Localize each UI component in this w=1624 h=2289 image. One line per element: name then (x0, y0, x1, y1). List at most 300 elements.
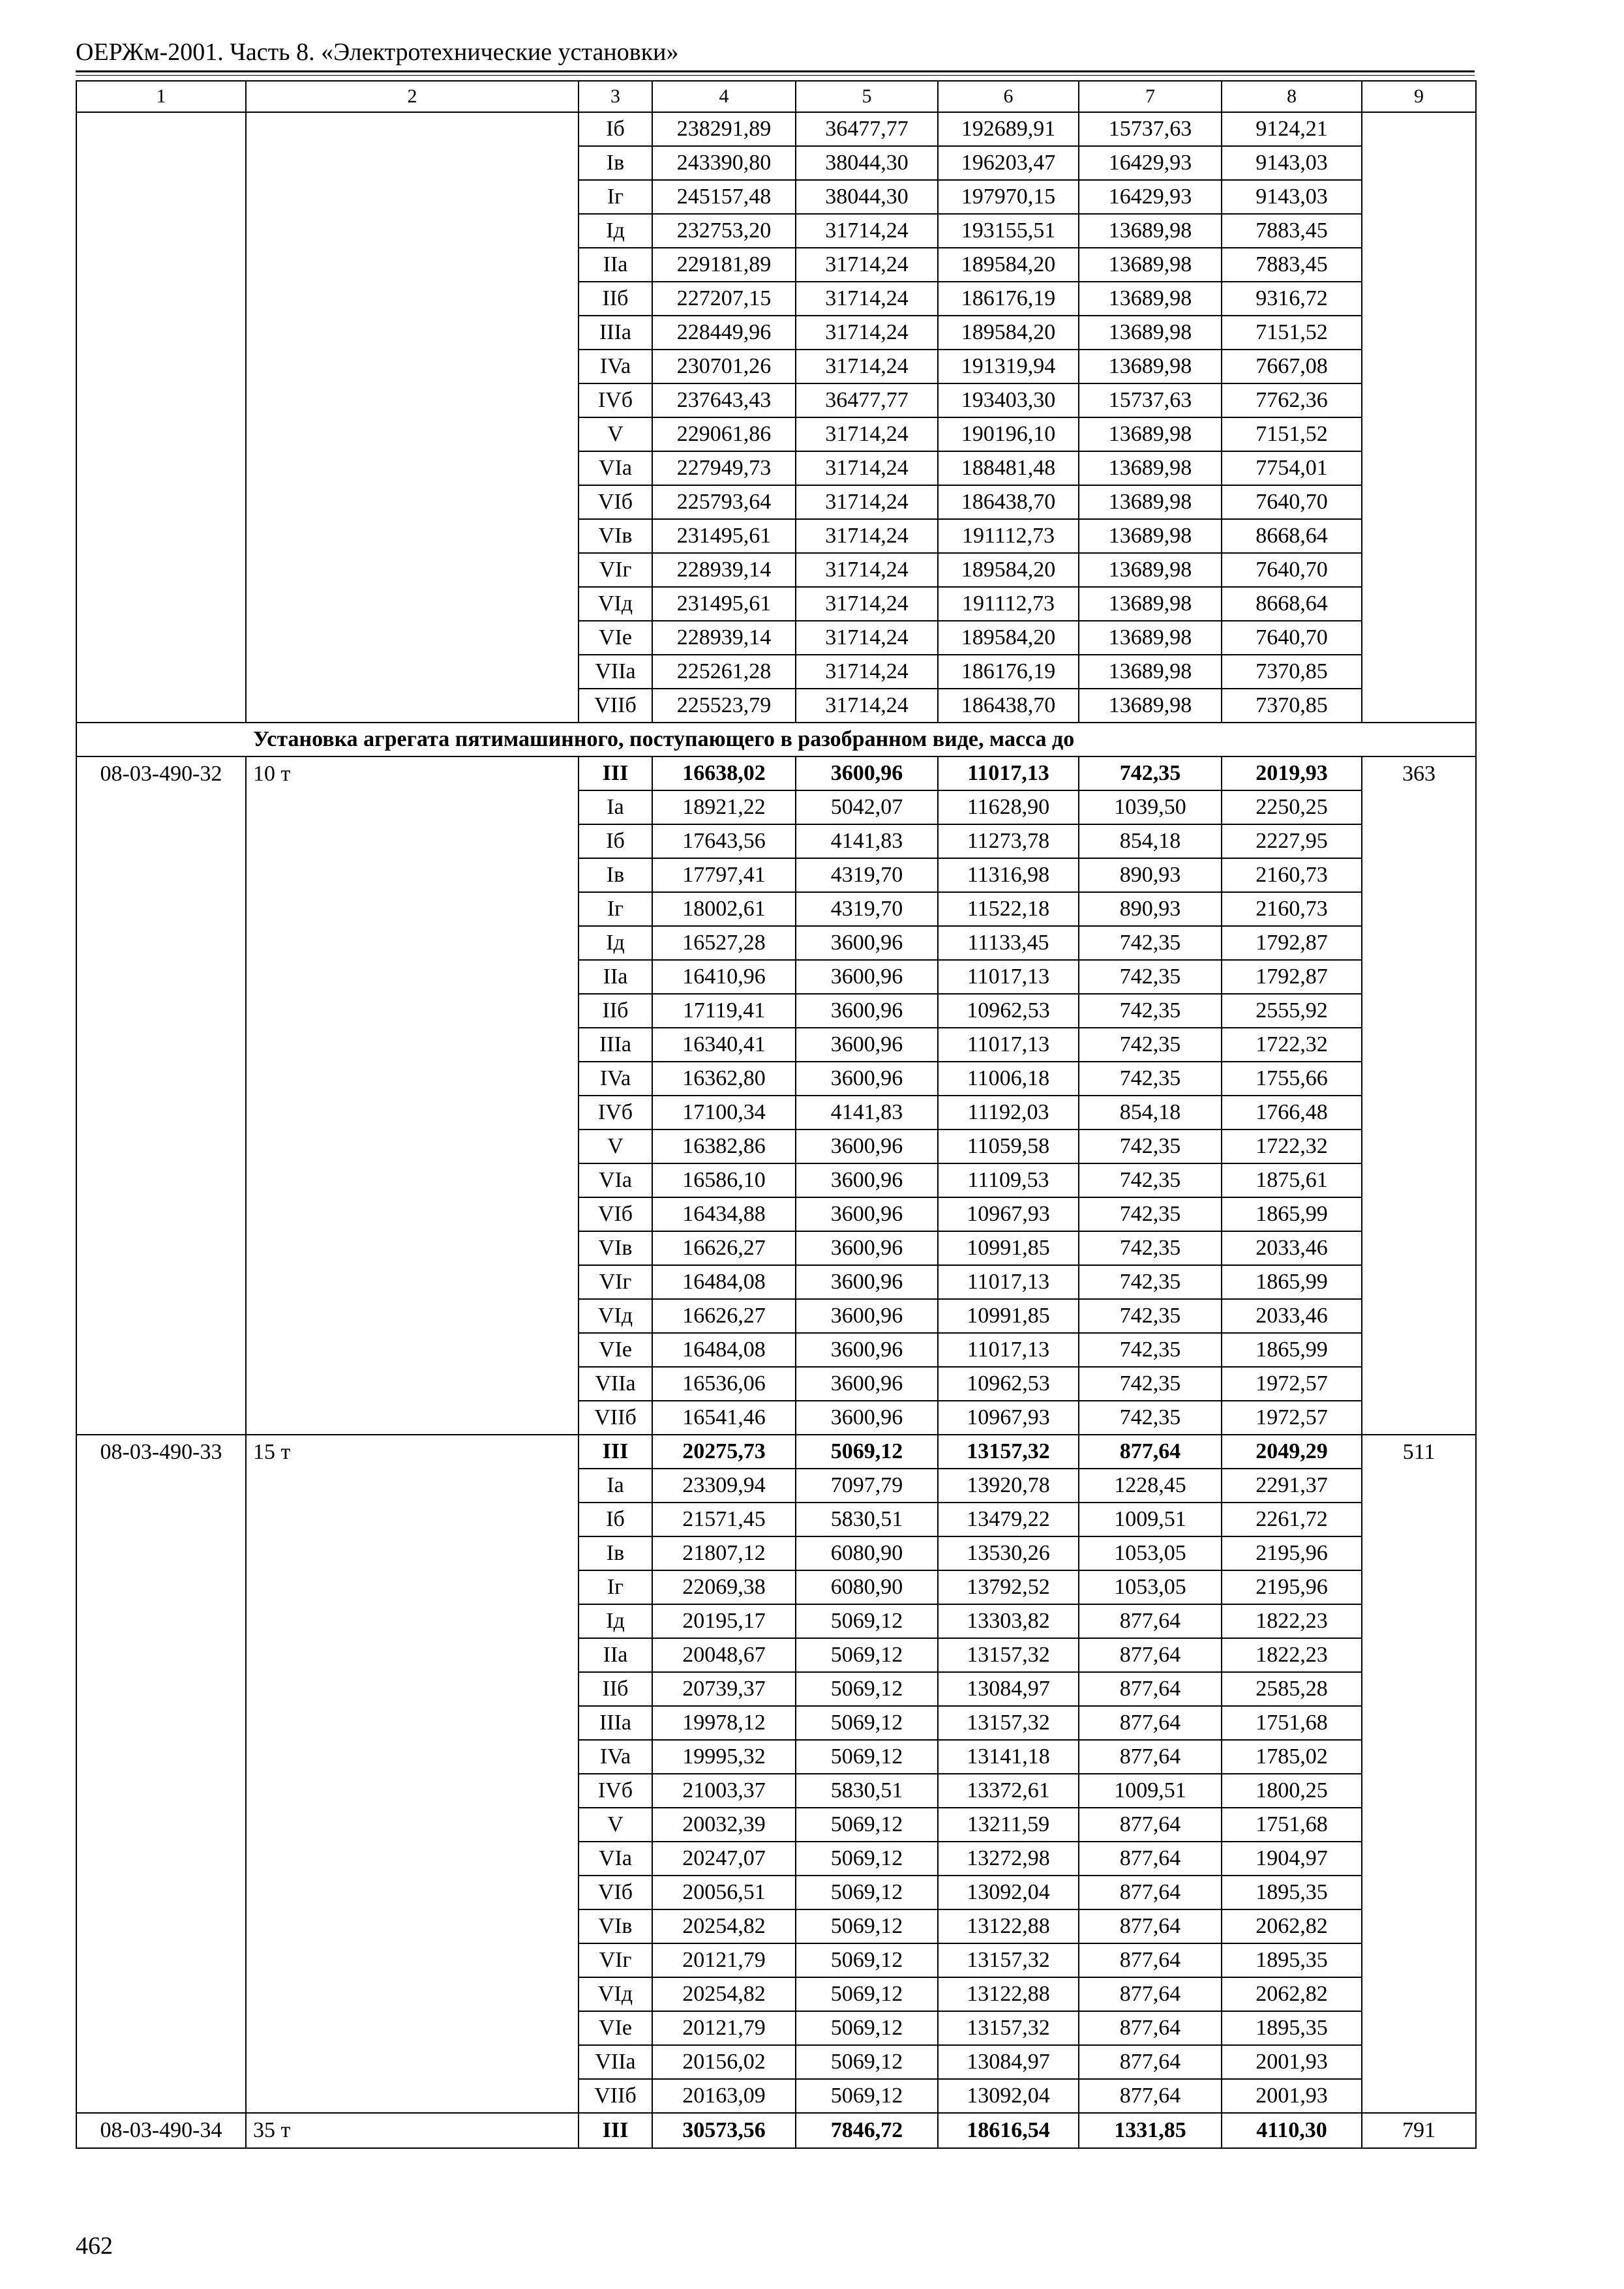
zone-cell: V (579, 417, 652, 451)
value-cell: 5069,12 (796, 2011, 938, 2045)
zone-cell: VIe (579, 1333, 652, 1367)
column-number: 2 (246, 81, 579, 112)
value-cell: 13689,98 (1079, 316, 1222, 350)
value-cell: 5069,12 (796, 1977, 938, 2011)
value-cell: 11522,18 (938, 892, 1079, 926)
value-cell: 21807,12 (652, 1536, 796, 1570)
value-cell: 189584,20 (938, 621, 1079, 655)
value-cell: 1722,32 (1222, 1028, 1362, 1062)
value-cell: 5830,51 (796, 1503, 938, 1536)
value-cell: 189584,20 (938, 553, 1079, 587)
value-cell: 13689,98 (1079, 248, 1222, 282)
value-cell: 227207,15 (652, 282, 796, 316)
value-cell: 21571,45 (652, 1503, 796, 1536)
value-cell: 3600,96 (796, 1062, 938, 1096)
value-cell: 877,64 (1079, 1909, 1222, 1943)
value-cell: 2585,28 (1222, 1672, 1362, 1706)
value-cell: 5069,12 (796, 1638, 938, 1672)
zone-cell: IVa (579, 1062, 652, 1096)
value-cell: 31714,24 (796, 451, 938, 485)
value-cell: 5069,12 (796, 1740, 938, 1774)
value-cell: 1331,85 (1079, 2113, 1222, 2148)
value-cell: 1895,35 (1222, 1876, 1362, 1909)
zone-cell: Iг (579, 892, 652, 926)
value-cell: 7640,70 (1222, 553, 1362, 587)
value-cell: 13689,98 (1079, 689, 1222, 723)
code-cell (76, 112, 246, 723)
value-cell: 3600,96 (796, 1130, 938, 1163)
value-cell: 742,35 (1079, 1062, 1222, 1096)
zone-cell: IIб (579, 1672, 652, 1706)
page-header: ОЕРЖм-2001. Часть 8. «Электротехнические установки» (76, 38, 679, 66)
value-cell: 5069,12 (796, 1706, 938, 1740)
value-cell: 1722,32 (1222, 1130, 1362, 1163)
zone-cell: VIIб (579, 689, 652, 723)
value-cell: 20254,82 (652, 1977, 796, 2011)
value-cell: 16340,41 (652, 1028, 796, 1062)
value-cell: 189584,20 (938, 316, 1079, 350)
value-cell: 1904,97 (1222, 1842, 1362, 1876)
zone-cell: VIб (579, 1876, 652, 1909)
column-number: 1 (76, 81, 246, 112)
value-cell: 9316,72 (1222, 282, 1362, 316)
value-cell: 227949,73 (652, 451, 796, 485)
value-cell: 10967,93 (938, 1197, 1079, 1231)
value-cell: 225793,64 (652, 485, 796, 519)
value-cell: 11109,53 (938, 1163, 1079, 1197)
value-cell: 31714,24 (796, 553, 938, 587)
zone-cell: Iб (579, 824, 652, 858)
value-cell: 228939,14 (652, 621, 796, 655)
mass-cell: 35 т (246, 2113, 579, 2148)
value-cell: 228939,14 (652, 553, 796, 587)
value-cell: 7151,52 (1222, 417, 1362, 451)
table-row (76, 1435, 1476, 1469)
value-cell: 7667,08 (1222, 350, 1362, 383)
value-cell: 13689,98 (1079, 282, 1222, 316)
zone-cell: IVб (579, 1096, 652, 1130)
value-cell: 20121,79 (652, 2011, 796, 2045)
value-cell: 196203,47 (938, 146, 1079, 180)
column-number: 7 (1079, 81, 1222, 112)
value-cell: 231495,61 (652, 519, 796, 553)
value-cell: 10991,85 (938, 1231, 1079, 1265)
zone-cell: IVa (579, 350, 652, 383)
value-cell: 13157,32 (938, 1943, 1079, 1977)
value-cell: 1792,87 (1222, 926, 1362, 960)
value-cell: 2160,73 (1222, 858, 1362, 892)
table-row (76, 2113, 1476, 2148)
value-cell: 2261,72 (1222, 1503, 1362, 1536)
zone-cell: Iд (579, 1604, 652, 1638)
value-cell: 1800,25 (1222, 1774, 1362, 1808)
value-cell: 2033,46 (1222, 1231, 1362, 1265)
value-cell: 13141,18 (938, 1740, 1079, 1774)
value-cell: 31714,24 (796, 316, 938, 350)
value-cell: 20739,37 (652, 1672, 796, 1706)
value-cell: 3600,96 (796, 960, 938, 994)
value-cell: 20163,09 (652, 2079, 796, 2113)
column-number: 6 (938, 81, 1079, 112)
value-cell: 3600,96 (796, 926, 938, 960)
value-cell: 9143,03 (1222, 146, 1362, 180)
value-cell: 6080,90 (796, 1536, 938, 1570)
value-cell: 2001,93 (1222, 2045, 1362, 2079)
workers-cell: 363 (1362, 756, 1476, 1435)
header-rule-thick (76, 70, 1475, 72)
value-cell: 3600,96 (796, 1401, 938, 1435)
zone-cell: IIIa (579, 1706, 652, 1740)
value-cell: 31714,24 (796, 417, 938, 451)
value-cell: 186176,19 (938, 282, 1079, 316)
workers-cell (1362, 112, 1476, 723)
value-cell: 18616,54 (938, 2113, 1079, 2148)
value-cell: 5830,51 (796, 1774, 938, 1808)
zone-cell: IIIa (579, 1028, 652, 1062)
table-row (76, 756, 1476, 790)
value-cell: 1785,02 (1222, 1740, 1362, 1774)
value-cell: 7883,45 (1222, 248, 1362, 282)
value-cell: 13479,22 (938, 1503, 1079, 1536)
zone-cell: VIa (579, 1163, 652, 1197)
value-cell: 742,35 (1079, 926, 1222, 960)
value-cell: 11017,13 (938, 1265, 1079, 1299)
value-cell: 16626,27 (652, 1299, 796, 1333)
value-cell: 2227,95 (1222, 824, 1362, 858)
value-cell: 31714,24 (796, 248, 938, 282)
value-cell: 877,64 (1079, 1842, 1222, 1876)
value-cell: 742,35 (1079, 1163, 1222, 1197)
value-cell: 11059,58 (938, 1130, 1079, 1163)
value-cell: 190196,10 (938, 417, 1079, 451)
zone-cell: VIг (579, 1265, 652, 1299)
value-cell: 1895,35 (1222, 1943, 1362, 1977)
value-cell: 16362,80 (652, 1062, 796, 1096)
value-cell: 237643,43 (652, 383, 796, 417)
value-cell: 1039,50 (1079, 790, 1222, 824)
value-cell: 19995,32 (652, 1740, 796, 1774)
value-cell: 2033,46 (1222, 1299, 1362, 1333)
value-cell: 9143,03 (1222, 180, 1362, 214)
value-cell: 7846,72 (796, 2113, 938, 2148)
value-cell: 3600,96 (796, 1163, 938, 1197)
value-cell: 13157,32 (938, 1638, 1079, 1672)
column-number: 5 (796, 81, 938, 112)
zone-cell: IVб (579, 383, 652, 417)
zone-cell: VIe (579, 621, 652, 655)
value-cell: 191319,94 (938, 350, 1079, 383)
zone-cell: VIб (579, 1197, 652, 1231)
value-cell: 1228,45 (1079, 1469, 1222, 1503)
code-cell: 08-03-490-34 (76, 2113, 246, 2148)
zone-cell: VIIa (579, 1367, 652, 1401)
value-cell: 13211,59 (938, 1808, 1079, 1842)
value-cell: 1009,51 (1079, 1774, 1222, 1808)
value-cell: 31714,24 (796, 587, 938, 621)
value-cell: 877,64 (1079, 2011, 1222, 2045)
value-cell: 243390,80 (652, 146, 796, 180)
value-cell: 1009,51 (1079, 1503, 1222, 1536)
value-cell: 11006,18 (938, 1062, 1079, 1096)
value-cell: 16626,27 (652, 1231, 796, 1265)
value-cell: 2062,82 (1222, 1977, 1362, 2011)
value-cell: 890,93 (1079, 858, 1222, 892)
value-cell: 15737,63 (1079, 383, 1222, 417)
zone-cell: VIa (579, 1842, 652, 1876)
value-cell: 6080,90 (796, 1570, 938, 1604)
value-cell: 742,35 (1079, 1028, 1222, 1062)
code-cell: 08-03-490-33 (76, 1435, 246, 2113)
zone-cell: Iг (579, 180, 652, 214)
value-cell: 4319,70 (796, 858, 938, 892)
value-cell: 7370,85 (1222, 689, 1362, 723)
value-cell: 854,18 (1079, 824, 1222, 858)
header-rule-thin (76, 75, 1475, 76)
value-cell: 3600,96 (796, 1028, 938, 1062)
value-cell: 877,64 (1079, 1706, 1222, 1740)
value-cell: 225523,79 (652, 689, 796, 723)
value-cell: 7370,85 (1222, 655, 1362, 689)
value-cell: 186438,70 (938, 689, 1079, 723)
value-cell: 877,64 (1079, 1943, 1222, 1977)
value-cell: 17119,41 (652, 994, 796, 1028)
rates-table (76, 80, 1477, 2149)
value-cell: 2049,29 (1222, 1435, 1362, 1469)
value-cell: 5069,12 (796, 1672, 938, 1706)
value-cell: 10991,85 (938, 1299, 1079, 1333)
value-cell: 4110,30 (1222, 2113, 1362, 2148)
value-cell: 20156,02 (652, 2045, 796, 2079)
value-cell: 877,64 (1079, 2045, 1222, 2079)
zone-cell: VIв (579, 1909, 652, 1943)
value-cell: 2195,96 (1222, 1536, 1362, 1570)
value-cell: 231495,61 (652, 587, 796, 621)
column-number-row (76, 81, 1476, 112)
value-cell: 228449,96 (652, 316, 796, 350)
value-cell: 877,64 (1079, 1977, 1222, 2011)
value-cell: 13530,26 (938, 1536, 1079, 1570)
value-cell: 16410,96 (652, 960, 796, 994)
value-cell: 2555,92 (1222, 994, 1362, 1028)
value-cell: 1755,66 (1222, 1062, 1362, 1096)
zone-cell: III (579, 2113, 652, 2148)
value-cell: 3600,96 (796, 1197, 938, 1231)
value-cell: 5069,12 (796, 2079, 938, 2113)
value-cell: 877,64 (1079, 2079, 1222, 2113)
value-cell: 16434,88 (652, 1197, 796, 1231)
zone-cell: VIIa (579, 2045, 652, 2079)
value-cell: 38044,30 (796, 180, 938, 214)
zone-cell: IIa (579, 1638, 652, 1672)
value-cell: 1751,68 (1222, 1808, 1362, 1842)
zone-cell: VIд (579, 1977, 652, 2011)
value-cell: 1875,61 (1222, 1163, 1362, 1197)
value-cell: 11017,13 (938, 1028, 1079, 1062)
value-cell: 186438,70 (938, 485, 1079, 519)
value-cell: 1895,35 (1222, 2011, 1362, 2045)
value-cell: 742,35 (1079, 756, 1222, 790)
value-cell: 245157,48 (652, 180, 796, 214)
value-cell: 16484,08 (652, 1265, 796, 1299)
value-cell: 742,35 (1079, 994, 1222, 1028)
value-cell: 7754,01 (1222, 451, 1362, 485)
value-cell: 23309,94 (652, 1469, 796, 1503)
value-cell: 4319,70 (796, 892, 938, 926)
value-cell: 13689,98 (1079, 485, 1222, 519)
value-cell: 8668,64 (1222, 587, 1362, 621)
value-cell: 11017,13 (938, 1333, 1079, 1367)
value-cell: 18921,22 (652, 790, 796, 824)
value-cell: 229181,89 (652, 248, 796, 282)
value-cell: 11192,03 (938, 1096, 1079, 1130)
page-number: 462 (76, 2232, 113, 2260)
zone-cell: V (579, 1130, 652, 1163)
zone-cell: VIa (579, 451, 652, 485)
value-cell: 13689,98 (1079, 417, 1222, 451)
zone-cell: VIг (579, 553, 652, 587)
value-cell: 20195,17 (652, 1604, 796, 1638)
value-cell: 191112,73 (938, 519, 1079, 553)
value-cell: 20121,79 (652, 1943, 796, 1977)
value-cell: 16541,46 (652, 1401, 796, 1435)
value-cell: 10967,93 (938, 1401, 1079, 1435)
value-cell: 191112,73 (938, 587, 1079, 621)
section-title-row (76, 723, 1476, 756)
value-cell: 15737,63 (1079, 112, 1222, 146)
value-cell: 2250,25 (1222, 790, 1362, 824)
value-cell: 31714,24 (796, 655, 938, 689)
zone-cell: V (579, 1808, 652, 1842)
value-cell: 5069,12 (796, 1604, 938, 1638)
zone-cell: III (579, 756, 652, 790)
zone-cell: VIг (579, 1943, 652, 1977)
value-cell: 13122,88 (938, 1977, 1079, 2011)
value-cell: 1865,99 (1222, 1197, 1362, 1231)
value-cell: 193155,51 (938, 214, 1079, 248)
value-cell: 17797,41 (652, 858, 796, 892)
zone-cell: Iб (579, 1503, 652, 1536)
value-cell: 230701,26 (652, 350, 796, 383)
value-cell: 1972,57 (1222, 1367, 1362, 1401)
value-cell: 5042,07 (796, 790, 938, 824)
value-cell: 4141,83 (796, 1096, 938, 1130)
value-cell: 3600,96 (796, 1231, 938, 1265)
value-cell: 742,35 (1079, 1265, 1222, 1299)
value-cell: 2001,93 (1222, 2079, 1362, 2113)
value-cell: 10962,53 (938, 1367, 1079, 1401)
value-cell: 2291,37 (1222, 1469, 1362, 1503)
value-cell: 31714,24 (796, 689, 938, 723)
value-cell: 13372,61 (938, 1774, 1079, 1808)
zone-cell: VIIб (579, 1401, 652, 1435)
value-cell: 31714,24 (796, 485, 938, 519)
value-cell: 7151,52 (1222, 316, 1362, 350)
value-cell: 13689,98 (1079, 451, 1222, 485)
value-cell: 31714,24 (796, 282, 938, 316)
value-cell: 229061,86 (652, 417, 796, 451)
value-cell: 877,64 (1079, 1740, 1222, 1774)
zone-cell: IVб (579, 1774, 652, 1808)
zone-cell: Iв (579, 146, 652, 180)
value-cell: 1865,99 (1222, 1333, 1362, 1367)
zone-cell: VIв (579, 519, 652, 553)
value-cell: 1766,48 (1222, 1096, 1362, 1130)
value-cell: 742,35 (1079, 1231, 1222, 1265)
value-cell: 2019,93 (1222, 756, 1362, 790)
value-cell: 7097,79 (796, 1469, 938, 1503)
value-cell: 17643,56 (652, 824, 796, 858)
zone-cell: III (579, 1435, 652, 1469)
column-number: 4 (652, 81, 796, 112)
column-number: 3 (579, 81, 652, 112)
value-cell: 13084,97 (938, 2045, 1079, 2079)
zone-cell: IIб (579, 282, 652, 316)
column-number: 9 (1362, 81, 1476, 112)
value-cell: 877,64 (1079, 1604, 1222, 1638)
value-cell: 16484,08 (652, 1333, 796, 1367)
value-cell: 31714,24 (796, 350, 938, 383)
value-cell: 38044,30 (796, 146, 938, 180)
value-cell: 189584,20 (938, 248, 1079, 282)
value-cell: 16536,06 (652, 1367, 796, 1401)
value-cell: 5069,12 (796, 2045, 938, 2079)
value-cell: 11133,45 (938, 926, 1079, 960)
value-cell: 13689,98 (1079, 587, 1222, 621)
value-cell: 7883,45 (1222, 214, 1362, 248)
value-cell: 13303,82 (938, 1604, 1079, 1638)
value-cell: 13920,78 (938, 1469, 1079, 1503)
zone-cell: Ia (579, 1469, 652, 1503)
value-cell: 3600,96 (796, 1265, 938, 1299)
zone-cell: Iг (579, 1570, 652, 1604)
value-cell: 5069,12 (796, 1876, 938, 1909)
value-cell: 13092,04 (938, 1876, 1079, 1909)
zone-cell: VIe (579, 2011, 652, 2045)
value-cell: 854,18 (1079, 1096, 1222, 1130)
value-cell: 16382,86 (652, 1130, 796, 1163)
value-cell: 9124,21 (1222, 112, 1362, 146)
code-cell: 08-03-490-32 (76, 756, 246, 1435)
value-cell: 11628,90 (938, 790, 1079, 824)
value-cell: 3600,96 (796, 1367, 938, 1401)
value-cell: 19978,12 (652, 1706, 796, 1740)
value-cell: 13272,98 (938, 1842, 1079, 1876)
value-cell: 2160,73 (1222, 892, 1362, 926)
value-cell: 742,35 (1079, 1333, 1222, 1367)
value-cell: 30573,56 (652, 2113, 796, 2148)
value-cell: 13689,98 (1079, 655, 1222, 689)
value-cell: 3600,96 (796, 1299, 938, 1333)
value-cell: 16429,93 (1079, 180, 1222, 214)
value-cell: 13157,32 (938, 2011, 1079, 2045)
value-cell: 8668,64 (1222, 519, 1362, 553)
value-cell: 3600,96 (796, 994, 938, 1028)
value-cell: 2062,82 (1222, 1909, 1362, 1943)
zone-cell: VIIa (579, 655, 652, 689)
value-cell: 5069,12 (796, 1909, 938, 1943)
value-cell: 877,64 (1079, 1876, 1222, 1909)
value-cell: 13689,98 (1079, 519, 1222, 553)
value-cell: 1053,05 (1079, 1570, 1222, 1604)
zone-cell: VIIб (579, 2079, 652, 2113)
value-cell: 16429,93 (1079, 146, 1222, 180)
value-cell: 13689,98 (1079, 621, 1222, 655)
value-cell: 16586,10 (652, 1163, 796, 1197)
mass-cell: 15 т (246, 1435, 579, 2113)
zone-cell: VIб (579, 485, 652, 519)
value-cell: 7640,70 (1222, 485, 1362, 519)
value-cell: 890,93 (1079, 892, 1222, 926)
